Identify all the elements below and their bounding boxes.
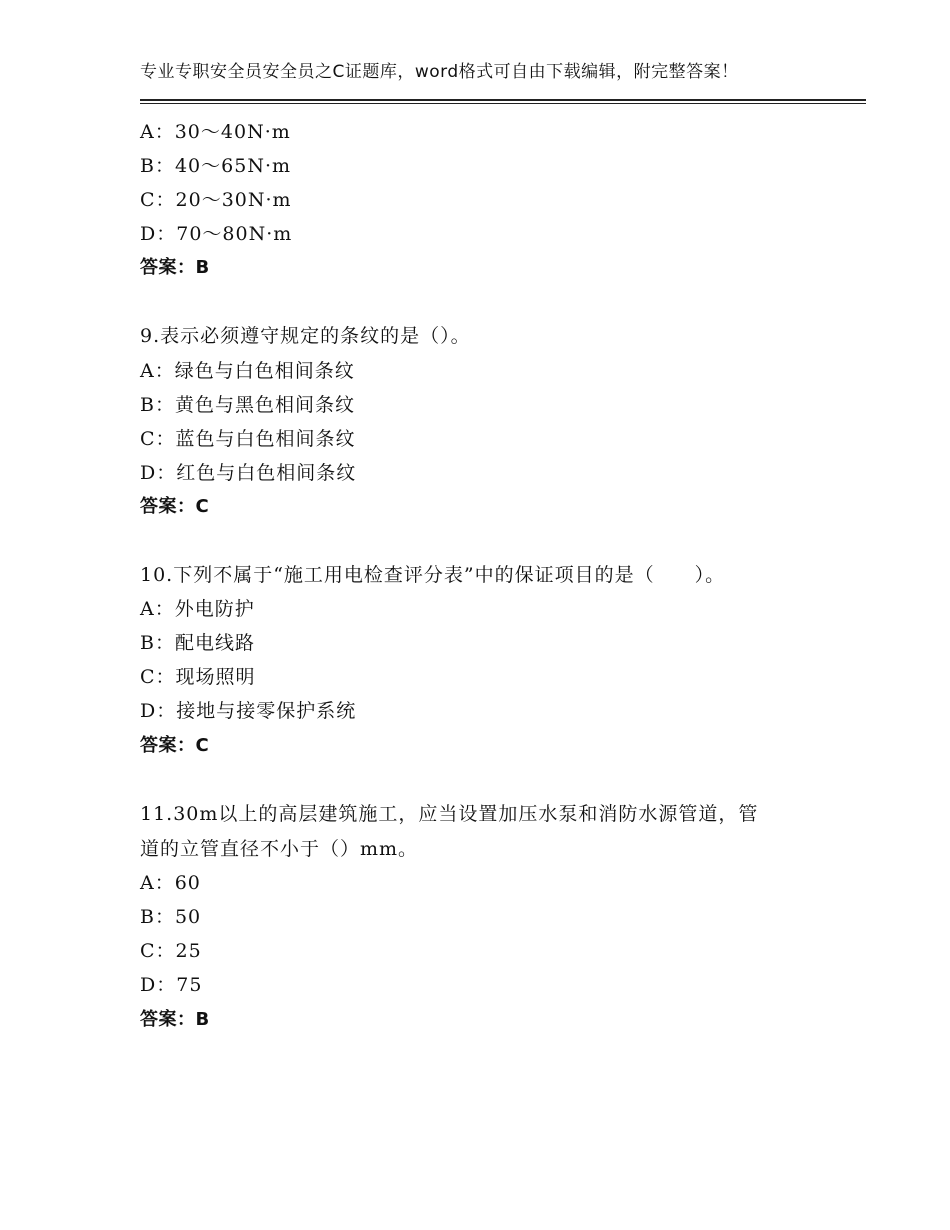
- header-divider-thin: [140, 103, 866, 104]
- q9-option-d: D：红色与白色相间条纹: [140, 462, 357, 484]
- q9-option-a: A：绿色与白色相间条纹: [140, 360, 355, 382]
- q8-option-a: A：30～40N·m: [140, 121, 291, 143]
- q10-option-b: B：配电线路: [140, 632, 255, 654]
- q11-stem-line2: 道的立管直径不小于（）mm。: [140, 838, 419, 860]
- q8-option-b: B：40～65N·m: [140, 155, 291, 177]
- q10-option-d: D：接地与接零保护系统: [140, 700, 357, 722]
- q9-option-b: B：黄色与黑色相间条纹: [140, 394, 355, 416]
- q8-option-c: C：20～30N·m: [140, 189, 292, 211]
- q11-option-d: D：75: [140, 974, 203, 996]
- q10-option-c: C：现场照明: [140, 666, 256, 688]
- q11-stem-line1: 11.30m以上的高层建筑施工，应当设置加压水泵和消防水源管道，管: [140, 803, 759, 825]
- q8-option-d: D：70～80N·m: [140, 223, 293, 245]
- q9-option-c: C：蓝色与白色相间条纹: [140, 428, 356, 450]
- q11-option-c: C：25: [140, 940, 202, 962]
- header-divider: [140, 99, 866, 101]
- q8-answer: 答案：B: [140, 257, 210, 278]
- q9-stem: 9.表示必须遵守规定的条纹的是（）。: [140, 325, 471, 347]
- q9-answer: 答案：C: [140, 496, 210, 517]
- q11-option-b: B：50: [140, 906, 202, 928]
- q10-option-a: A：外电防护: [140, 598, 255, 620]
- q11-answer: 答案：B: [140, 1009, 210, 1030]
- q10-answer: 答案：C: [140, 735, 210, 756]
- q11-option-a: A：60: [140, 872, 201, 894]
- page-header: 专业专职安全员安全员之C证题库，word格式可自由下载编辑，附完整答案！: [140, 62, 739, 82]
- q10-stem: 10.下列不属于“施工用电检查评分表”中的保证项目的是（ ）。: [140, 564, 726, 586]
